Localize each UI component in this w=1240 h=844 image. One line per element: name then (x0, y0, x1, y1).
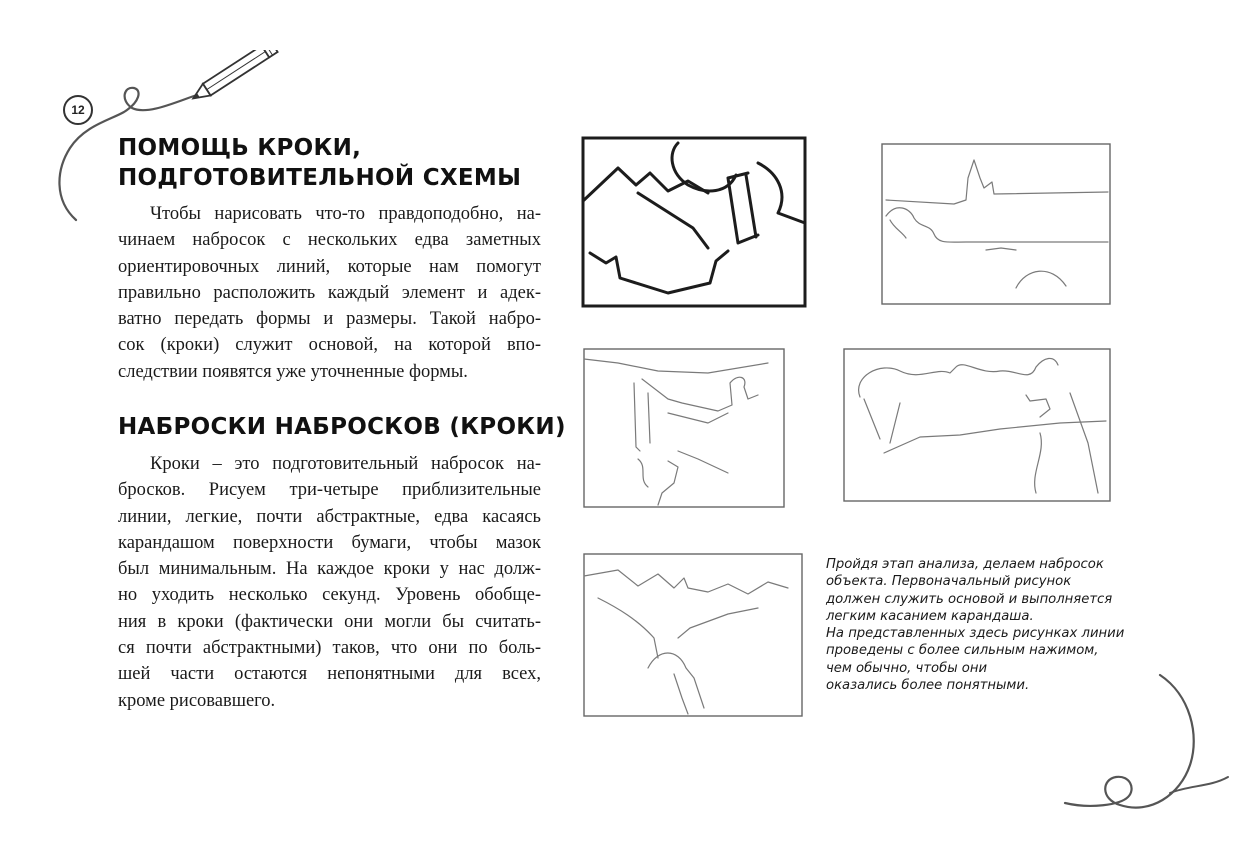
text-line: был минимальным. На каждое кроки у нас долж- (118, 559, 541, 580)
caption-line: должен служить основой и выполняется (826, 591, 1113, 607)
caption-line: На представленных здесь рисунках линии (826, 626, 1125, 642)
caption-line: объекта. Первоначальный рисунок (826, 574, 1072, 590)
sketch-4 (840, 343, 1116, 507)
section1-title (118, 133, 521, 193)
sketch-frame (583, 138, 805, 306)
section1-body (118, 201, 541, 385)
sketch-frame (584, 349, 784, 507)
section2-title: НАБРОСКИ НАБРОСКОВ (КРОКИ) (118, 414, 566, 440)
text-line: Чтобы нарисовать что-то правдоподобно, на- (150, 204, 541, 224)
text-line: бросков. Рисуем три-четыре приблизительные (118, 480, 541, 501)
section1-title-line: ПОДГОТОВИТЕЛЬНОЙ СХЕМЫ (118, 165, 522, 191)
section1-title-line: ПОМОЩЬ КРОКИ, (118, 135, 362, 161)
text-line: но уходить несколько секунд. Уровень обобще- (118, 585, 541, 606)
sketch-frame (844, 349, 1110, 501)
text-line: сок (кроки) служит основой, на которой впо- (118, 335, 541, 356)
caption-line: легким касанием карандаша. (826, 608, 1034, 624)
text-line: линии, легкие, почти абстрактные, едва касаясь (118, 506, 541, 527)
sketch-5 (578, 548, 810, 718)
sketch-1 (578, 133, 812, 313)
section2-body (118, 451, 541, 714)
text-line: карандашом поверхности бумаги, чтобы мазок (118, 532, 541, 553)
sketch-2 (876, 138, 1116, 310)
sketch-frame (882, 144, 1110, 304)
text-line: правильно расположить каждый элемент и адек- (118, 282, 541, 303)
text-line: шей части остаются непонятными для всех, (118, 664, 541, 685)
text-line: ния в кроки (фактически они могли бы считать- (118, 611, 541, 632)
caption-line: проведены с более сильным нажимом, (826, 643, 1099, 659)
text-line: следствии появятся уже уточненные формы. (118, 361, 468, 382)
illustration-caption (826, 556, 1126, 694)
pencil-icon (189, 50, 277, 104)
text-line: чинаем набросок с нескольких едва заметных (118, 230, 541, 251)
text-line: кроме рисовавшего. (118, 690, 276, 711)
page-number: 12 (63, 95, 93, 125)
caption-line: оказались более понятными. (826, 678, 1030, 694)
sketch-3 (578, 343, 818, 509)
text-line: Кроки – это подготовительный набросок на- (150, 454, 541, 474)
text-line: ватно передать формы и размеры. Такой набро- (118, 309, 541, 330)
caption-line: Пройдя этап анализа, делаем набросок (826, 557, 1104, 572)
caption-line: чем обычно, чтобы они (826, 660, 988, 676)
text-line: ориентировочных линий, которые нам помогут (118, 256, 541, 277)
sketch-frame (584, 554, 802, 716)
text-line: ся почти абстрактными) таков, что они по боль- (118, 638, 541, 659)
